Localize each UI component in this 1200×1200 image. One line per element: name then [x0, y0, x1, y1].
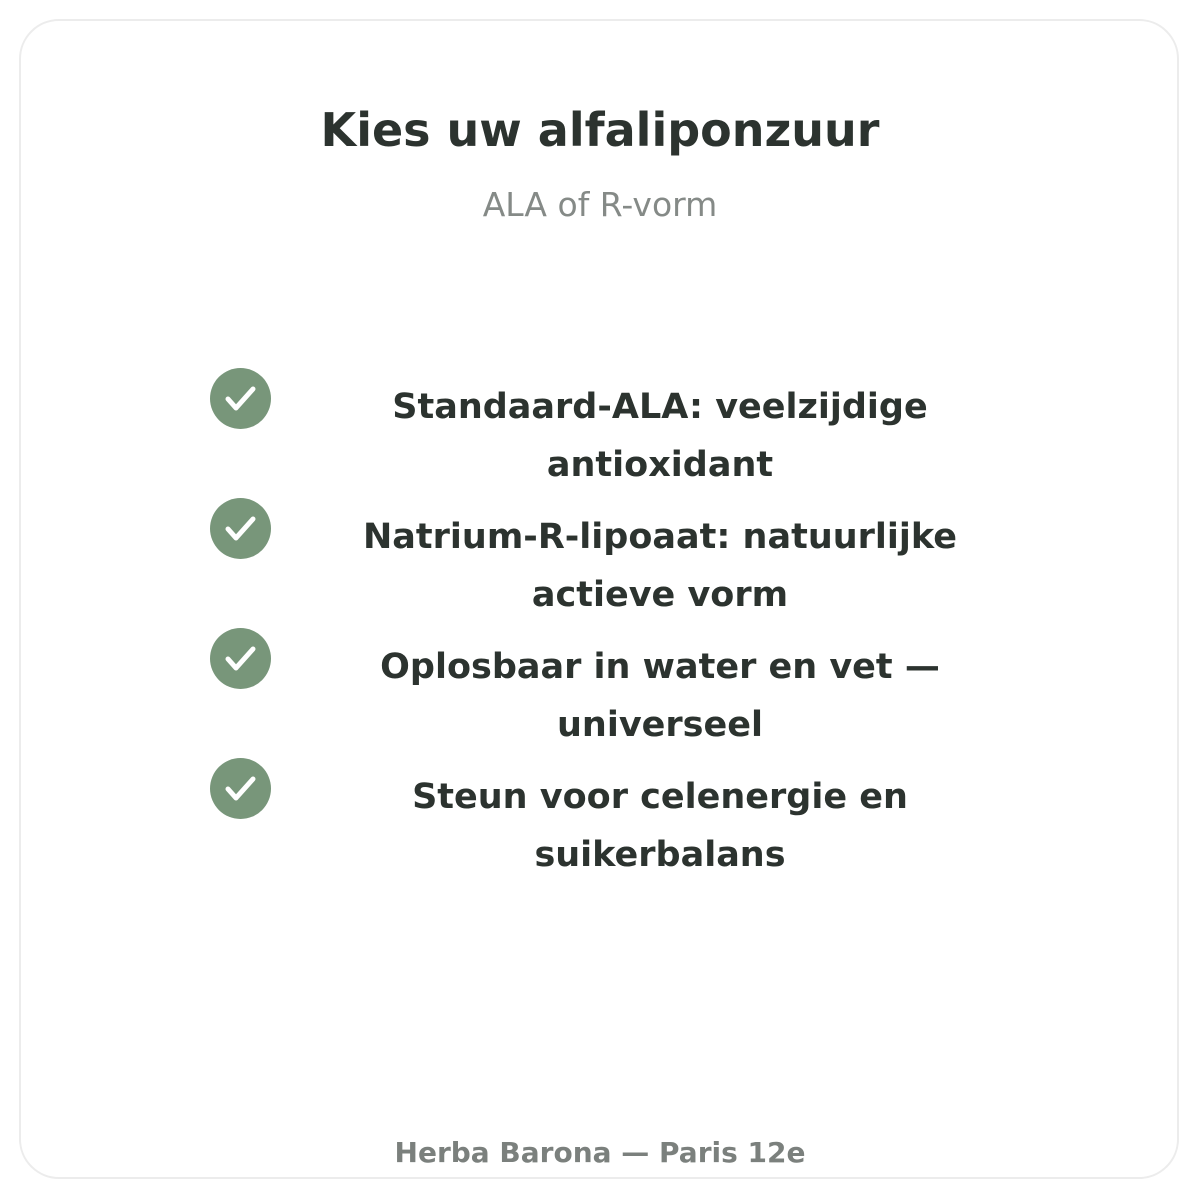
- list-item-text: Standaard-ALA: veelzijdige antioxidant: [392, 387, 928, 485]
- list-item: [210, 628, 1010, 748]
- check-circle-icon: [210, 628, 271, 689]
- footer-credit: Herba Barona — Paris 12e: [394, 1136, 806, 1169]
- list-item: [210, 758, 1010, 878]
- list-item-text: Oplosbaar in water en vet — universeel: [380, 647, 940, 745]
- check-circle-icon: [210, 758, 271, 819]
- list-item-text: Natrium-R-lipoaat: natuurlijke actieve vorm: [363, 517, 957, 615]
- list-item-text: Steun voor celenergie en suikerbalans: [412, 777, 908, 875]
- check-circle-icon: [210, 368, 271, 429]
- page-subtitle: ALA of R-vorm: [482, 185, 718, 224]
- check-circle-icon: [210, 498, 271, 559]
- list-item: [210, 368, 1010, 488]
- list-item: [210, 498, 1010, 618]
- page-title: Kies uw alfaliponzuur: [320, 103, 880, 157]
